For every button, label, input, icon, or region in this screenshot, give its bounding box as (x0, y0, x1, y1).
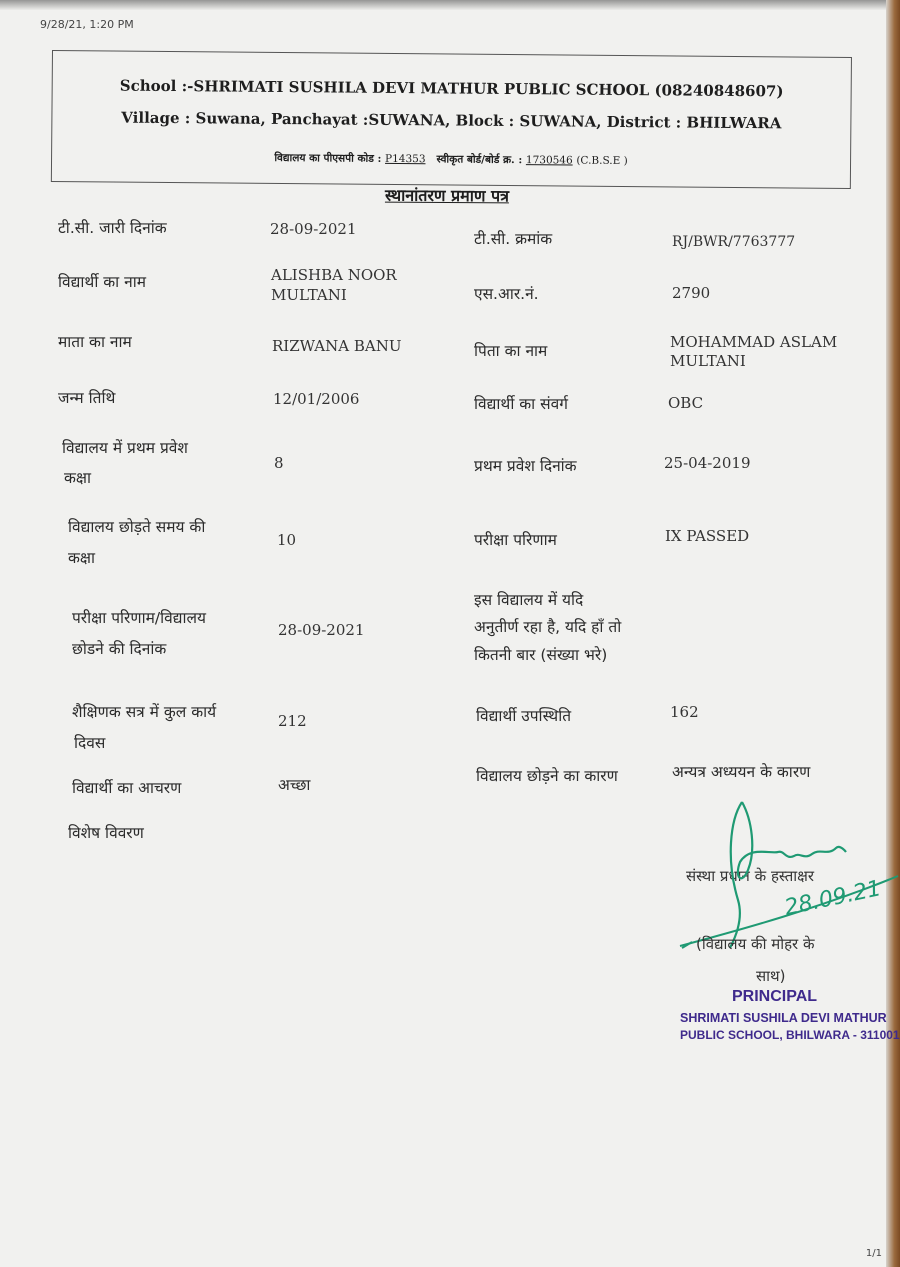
board-code: 1730546 (525, 154, 573, 167)
school-codes-line (52, 149, 850, 170)
value-father-name-line1: MOHAMMAD ASLAM (670, 333, 838, 351)
value-exam-result: IX PASSED (665, 527, 750, 545)
psp-code: P14353 (385, 152, 426, 166)
value-first-admission-date: 25-04-2019 (664, 454, 751, 472)
label-dob: जन्म तिथि (58, 389, 116, 407)
value-first-admission-class: 8 (274, 454, 284, 472)
school-header-box (51, 50, 852, 189)
table-edge (886, 0, 900, 1267)
value-working-days: 212 (278, 712, 307, 730)
print-datetime: 9/28/21, 1:20 PM (40, 18, 134, 31)
stamp-line1: SHRIMATI SUSHILA DEVI MATHUR (680, 1011, 887, 1025)
value-student-name-line2: MULTANI (271, 286, 347, 304)
label-leaving-class-line1: विद्यालय छोड़ते समय की (68, 518, 206, 536)
value-dob: 12/01/2006 (273, 390, 360, 408)
stamp-title: PRINCIPAL (732, 988, 818, 1005)
document-title: स्थानांतरण प्रमाण पत्र (384, 185, 510, 206)
scan-top-shadow (0, 0, 900, 10)
school-name-line: School :-SHRIMATI SUSHILA DEVI MATHUR PUBLIC SCHOOL (08240848607) (119, 76, 784, 101)
value-tc-issue-date: 28-09-2021 (270, 220, 357, 238)
label-father-name: पिता का नाम (474, 342, 548, 360)
label-failed-count-line1: इस विद्यालय में यदि (474, 591, 584, 609)
label-leaving-class-line2: कक्षा (68, 549, 96, 567)
label-working-days-line2: दिवस (74, 734, 106, 752)
label-mother-name: माता का नाम (58, 333, 132, 351)
value-student-name-line1: ALISHBA NOOR (271, 266, 397, 284)
seal-label-line2: साथ) (756, 967, 786, 985)
value-conduct: अच्छा (278, 776, 311, 794)
school-address-line: Village : Suwana, Panchayat :SUWANA, Block : SUWANA, District : BHILWARA (121, 108, 782, 133)
value-sr-number: 2790 (672, 284, 711, 302)
label-student-name: विद्यार्थी का नाम (58, 273, 146, 291)
board-label: स्वीकृत बोर्ड/बोर्ड क्र. : (436, 153, 523, 167)
label-first-admission-class-line2: कक्षा (64, 469, 92, 487)
value-tc-number: RJ/BWR/7763777 (672, 234, 796, 250)
stamp-line2: PUBLIC SCHOOL, BHILWARA - 311001 (680, 1028, 900, 1042)
label-failed-count-line3: कितनी बार (संख्या भरे) (474, 646, 608, 664)
value-result-leaving-date: 28-09-2021 (278, 621, 365, 639)
label-failed-count-line2: अनुतीर्ण रहा है, यदि हाँ तो (474, 618, 622, 636)
label-conduct: विद्यार्थी का आचरण (72, 779, 182, 797)
signature-label: संस्था प्रधान के हस्ताक्षर (686, 867, 815, 885)
label-leaving-reason: विद्यालय छोड़ने का कारण (476, 767, 618, 785)
label-tc-issue-date: टी.सी. जारी दिनांक (58, 219, 167, 237)
value-father-name-line2: MULTANI (670, 352, 746, 370)
label-result-leaving-date-line1: परीक्षा परिणाम/विद्यालय (72, 609, 206, 627)
value-leaving-reason: अन्यत्र अध्ययन के कारण (672, 763, 811, 781)
label-exam-result: परीक्षा परिणाम (474, 531, 557, 549)
value-attendance: 162 (670, 703, 699, 721)
board-name: (C.B.S.E ) (576, 154, 628, 168)
label-sr-number: एस.आर.नं. (474, 285, 539, 303)
value-category: OBC (668, 394, 704, 412)
label-category: विद्यार्थी का संवर्ग (474, 395, 568, 413)
label-result-leaving-date-line2: छोडने की दिनांक (72, 640, 167, 658)
label-attendance: विद्यार्थी उपस्थिति (476, 707, 572, 725)
value-leaving-class: 10 (277, 531, 297, 549)
label-tc-number: टी.सी. क्रमांक (474, 230, 553, 248)
value-mother-name: RIZWANA BANU (272, 337, 402, 355)
label-first-admission-class-line1: विद्यालय में प्रथम प्रवेश (62, 439, 188, 457)
label-special-remarks: विशेष विवरण (68, 824, 144, 842)
label-first-admission-date: प्रथम प्रवेश दिनांक (474, 457, 577, 475)
page-number: 1/1 (865, 1248, 882, 1259)
signature-date: 28.09.21 (782, 876, 884, 921)
psp-code-label: विद्यालय का पीएसपी कोड : (274, 151, 382, 165)
label-working-days-line1: शैक्षिणक सत्र में कुल कार्य (72, 703, 217, 721)
seal-label-line1: (विद्यालय की मोहर के (696, 935, 815, 953)
